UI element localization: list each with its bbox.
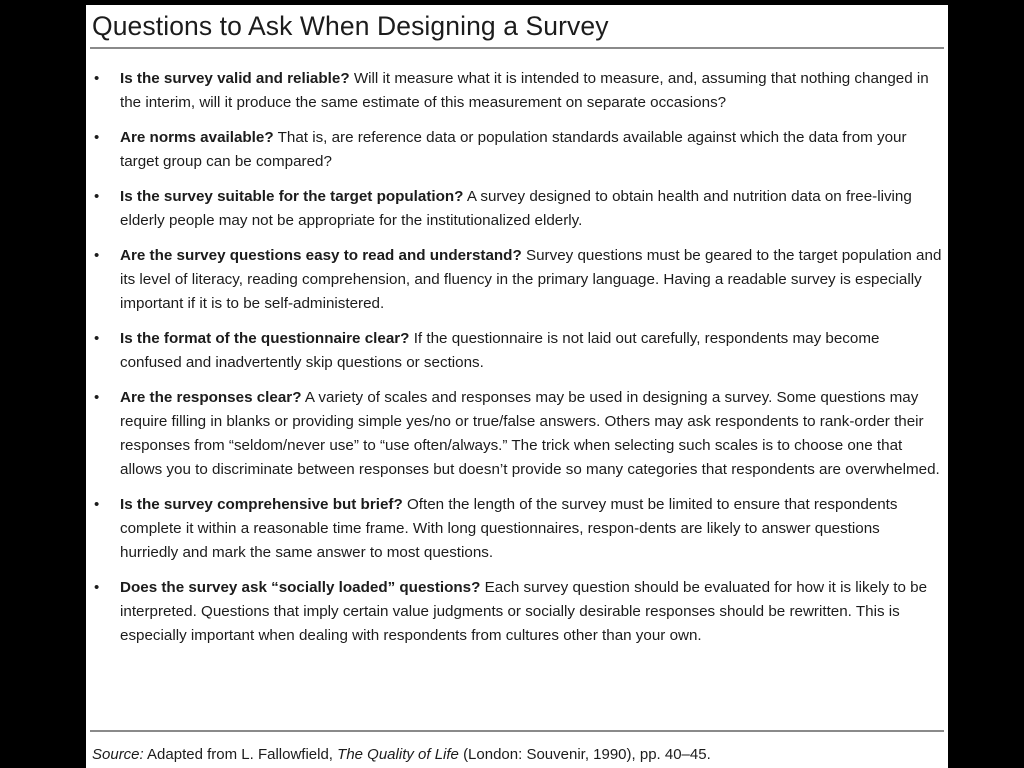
item-text: Will it measure what it is intended to measure, and, assuming that nothing changed in the interim, will it produce the same estimate of this measurement on separate occasions? — [120, 70, 929, 111]
source-text-after: (London: Souvenir, 1990), pp. 40–45. — [463, 746, 711, 763]
item-text: A variety of scales and responses may be used in designing a survey. Some questions may require filling in blanks or providing simple yes/no or true/false answers. Others may ask respondents to rank-order their responses from “seldom/never use” to “use often/always.” The trick when selecting such scales is to choose one that allows you to discriminate between responses but doesn’t provide so many categories that respondents are overwhelmed. — [120, 389, 940, 478]
bullet-icon: • — [94, 496, 100, 513]
item-text: Often the length of the survey must be limited to ensure that respondents complete it within a reasonable time frame. With long questionnaires, respon-dents are likely to answer questions hurriedly and mark the same answer to most questions. — [120, 496, 898, 561]
bullet-icon: • — [94, 129, 100, 146]
bullet-icon: • — [94, 579, 100, 596]
question-list — [86, 67, 948, 659]
title-divider — [90, 47, 944, 49]
source-work-title: The Quality of Life — [337, 746, 459, 763]
item-text: If the questionnaire is not laid out carefully, respondents may become confused and inadvertently skip questions or sections. — [120, 330, 880, 371]
item-question: Are norms available? — [120, 129, 274, 146]
item-text: Survey questions must be geared to the target population and its level of literacy, reading comprehension, and fluency in the primary language. Having a readable survey is especially important if it is to be self-administered. — [120, 247, 942, 312]
list-item — [86, 576, 948, 648]
item-question: Is the survey valid and reliable? — [120, 70, 350, 87]
list-item — [86, 67, 948, 115]
list-item — [86, 327, 948, 375]
bullet-icon: • — [94, 389, 100, 406]
item-question: Are the responses clear? — [120, 389, 302, 406]
list-item — [86, 493, 948, 565]
source-text-before: Adapted from L. Fallowfield, — [147, 746, 333, 763]
list-item — [86, 244, 948, 316]
list-item — [86, 386, 948, 482]
item-text: That is, are reference data or population standards available against which the data from your target group can be compared? — [120, 129, 907, 170]
bullet-icon: • — [94, 188, 100, 205]
list-item — [86, 185, 948, 233]
source-citation — [92, 744, 711, 766]
list-item — [86, 126, 948, 174]
item-question: Is the format of the questionnaire clear? — [120, 330, 410, 347]
item-question: Is the survey comprehensive but brief? — [120, 496, 403, 513]
item-text: A survey designed to obtain health and nutrition data on free-living elderly people may not be appropriate for the institutionalized elderly. — [120, 188, 912, 229]
item-text: Each survey question should be evaluated for how it is likely to be interpreted. Questions that imply certain value judgments or socially desirable responses should be rewritten. This is especially important when dealing with respondents from cultures other than your own. — [120, 579, 928, 644]
document-page — [86, 5, 948, 768]
bullet-icon: • — [94, 330, 100, 347]
item-question: Is the survey suitable for the target population? — [120, 188, 464, 205]
bullet-icon: • — [94, 247, 100, 264]
page-title: Questions to Ask When Designing a Survey — [92, 11, 609, 41]
item-question: Does the survey ask “socially loaded” questions? — [120, 579, 481, 596]
item-question: Are the survey questions easy to read and understand? — [120, 247, 522, 264]
source-divider — [90, 730, 944, 732]
source-label: Source: — [92, 746, 144, 763]
bullet-icon: • — [94, 70, 100, 87]
